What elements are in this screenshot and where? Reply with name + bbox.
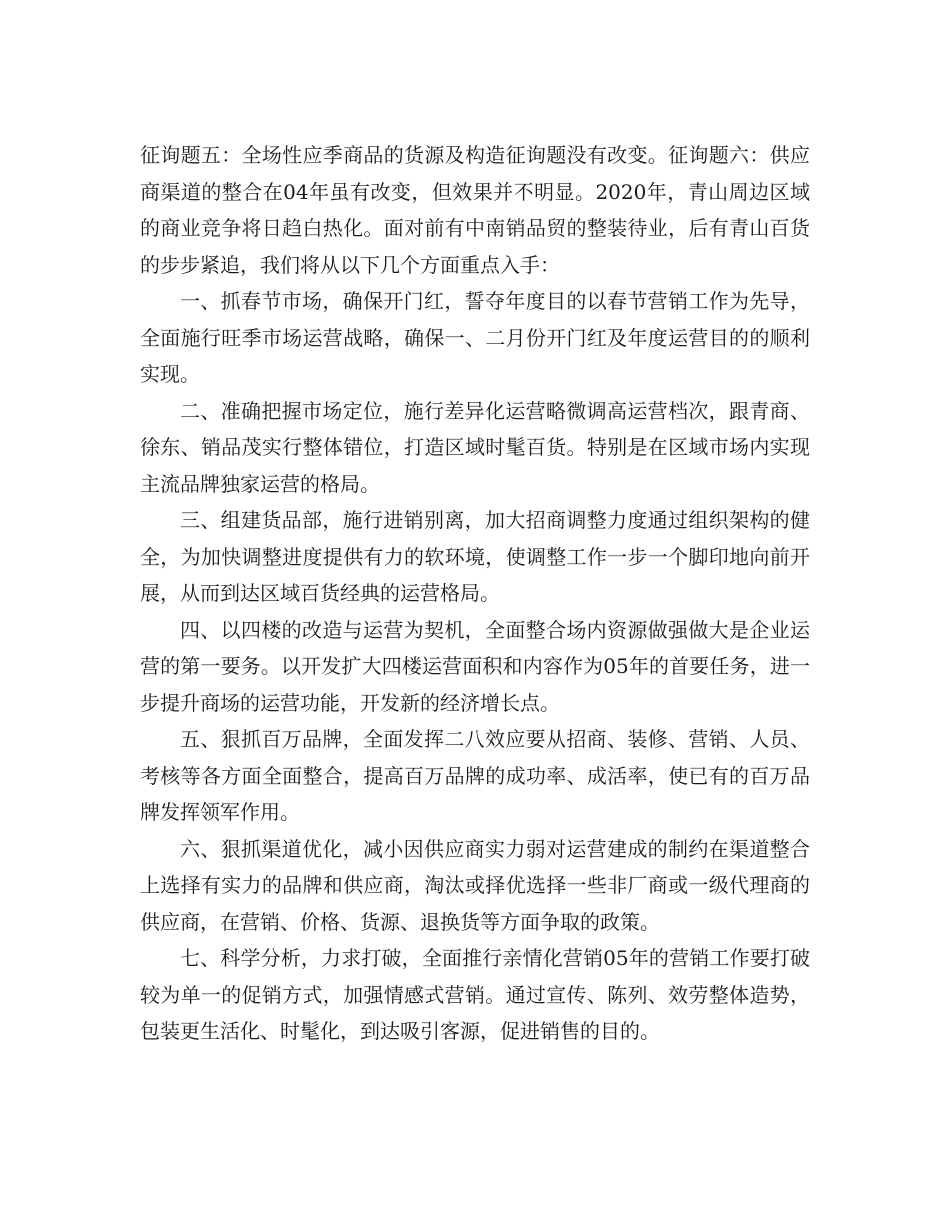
document-body: [140, 137, 810, 1050]
paragraph-item-5: 五、狠抓百万品牌，全面发挥二八效应要从招商、装修、营销、人员、考核等各方面全面整合，提高百万品牌的成功率、成活率，使已有的百万品牌发挥领军作用。: [140, 727, 810, 824]
paragraph-item-6: 六、狠抓渠道优化，减小因供应商实力弱对运营建成的制约在渠道整合上选择有实力的品牌和供应商，淘汰或择优选择一些非厂商或一级代理商的供应商，在营销、价格、货源、退换货等方面争取的政策。: [140, 836, 810, 934]
paragraph-item-3: 三、组建货品部，施行进销别离，加大招商调整力度通过组织架构的健全，为加快调整进度提供有力的软环境，使调整工作一步一个脚印地向前开展，从而到达区域百货经典的运营格局。: [140, 508, 810, 605]
paragraph-item-2: 二、准确把握市场定位，施行差异化运营略微调高运营档次，跟青商、徐东、销品茂实行整体错位，打造区域时髦百货。特别是在区域市场内实现主流品牌独家运营的格局。: [140, 398, 810, 496]
paragraph-item-7: 七、科学分析，力求打破，全面推行亲情化营销05年的营销工作要打破较为单一的促销方式，加强情感式营销。通过宣传、陈列、效劳整体造势，包装更生活化、时髦化，到达吸引客源，促进销售的目的。: [140, 946, 810, 1043]
paragraph-item-1: 一、抓春节市场，确保开门红，誓夺年度目的以春节营销工作为先导，全面施行旺季市场运营战略，确保一、二月份开门红及年度运营目的的顺利实现。: [140, 289, 810, 386]
paragraph-item-4: 四、以四楼的改造与运营为契机，全面整合场内资源做强做大是企业运营的第一要务。以开发扩大四楼运营面积和内容作为05年的首要任务，进一步提升商场的运营功能，开发新的经济增长点。: [140, 617, 810, 715]
paragraph-intro: 征询题五：全场性应季商品的货源及构造征询题没有改变。征询题六：供应商渠道的整合在04年虽有改变，但效果并不明显。2020年，青山周边区域的商业竞争将日趋白热化。面对前有中南销品贸的整装待业，后有青山百货的步步紧追，我们将从以下几个方面重点入手：: [140, 143, 810, 277]
